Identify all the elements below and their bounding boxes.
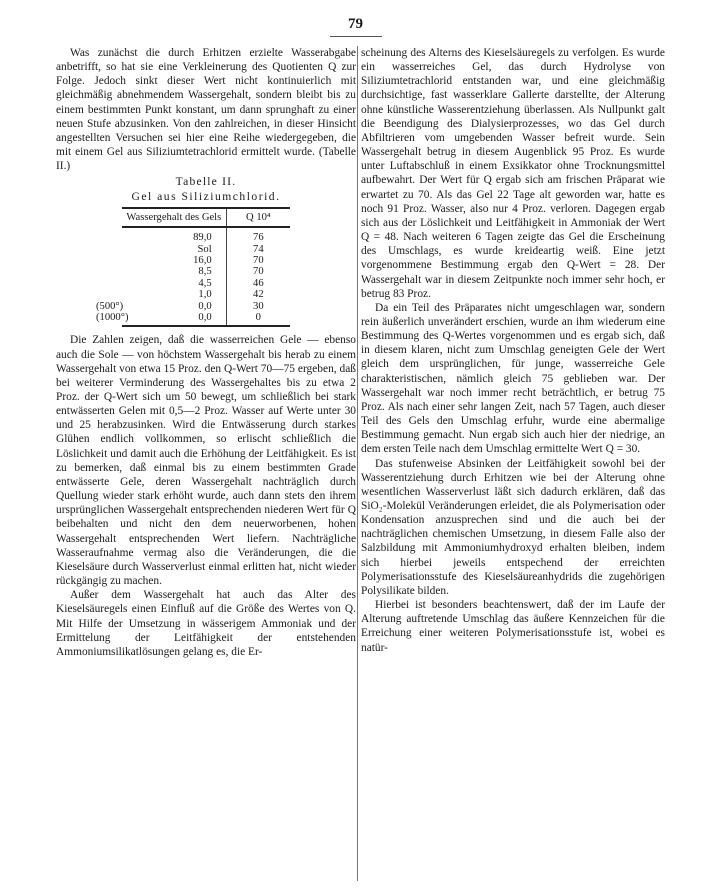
right-column <box>361 46 665 655</box>
page-number-rule <box>330 36 382 37</box>
table-cell-water-value: 8,5 <box>198 266 212 278</box>
table-cell-temperature-tag: (500°) <box>96 300 124 312</box>
table-header-q-value: Q 10⁴ <box>226 208 290 227</box>
right-paragraph-4: Hierbei ist besonders beachtenswert, daß der im Laufe der Alterung auftretende Umschlag das äußere Kennzeichen für die Erreichung einer weiteren Polymerisationsstufe ist, wobei es natür- <box>361 599 665 654</box>
table-cell-q-value: 0 <box>226 312 290 326</box>
table-cell-water-value: 89,0 <box>193 232 212 244</box>
right-paragraph-2: Da ein Teil des Präparates nicht umgeschlagen war, sondern rein äußerlich unverändert erschien, wurde an ihm wiederum eine Bestimmung des Q-Wertes vorgenommen und es ergab sich, daß in diesem klaren, nicht zum Umschlag geneigten Gele der Wert gleich dem ursprünglichen, für junge, wasserreiche Gele charakteristischen, nämlich gleich 75 geblieben war. Der Wassergehalt war noch immer recht beträchtlich, er betrug 75 Proz. Als nach einer sehr langen Zeit, nach 57 Tagen, auch dieser Teil des Gels den Umschlag erfuhr, wurde eine abermalige Bestimmung gemacht. Nun ergab sich auch hier der niedrige, an dem ersten Teile nach dem Umschlag ermittelte Wert Q = 30. <box>361 301 665 456</box>
right-paragraph-3: Das stufenweise Absinken der Leitfähigkeit sowohl bei der Wasserentziehung durch Erhitzen wie bei der Alterung ohne wesentlichen Wasserverlust läßt sich dadurch erklären, daß das SiO₂-Molekül Veränderungen erleidet, die als Polymerisation oder Kondensation anzusprechen sind und die auch bei der nachträglichen chemischen Umsetzung, in diesem Falle also der Salzbildung mit Ammoniumhydroxyd erhalten bleiben, indem sich hierbei jeweils entspechend der erreichten Polymerisationsstufe des Kieselsäureanhydrids die zugehörigen Polysilikate bilden. <box>361 457 665 597</box>
table-cell-water-value: 16,0 <box>193 254 212 266</box>
table-cell-water-content <box>122 227 226 243</box>
table-header-row <box>122 208 290 227</box>
right-paragraph-1: scheinung des Alterns des Kieselsäuregels zu verfolgen. Es wurde ein wasserreiches Gel, das durch Hydrolyse von Siliziumtetrachlorid entstanden war, und eine gleichmäßig durchsichtige, fast wasserklare Gallerte darstellte, der Alterung ohne künstliche Wasserentziehung überlassen. Als Nullpunkt galt die Beendigung des Dialysierprozesses, wo das Gel durch Abfiltrieren vom umgebenden Wasser befreit wurde. Sein Wassergehalt betrug in diesem Augenblick 95 Proz. Es wurde unter Luftabschluß in einem Exsikkator ohne Trocknungsmittel aufbewahrt. Der Wert für Q ergab sich am frischen Präparat wie erwartet zu 70. Als das Gel 22 Tage alt geworden war, hatte es noch 91 Proz. Wasser, also nur 4 Proz. verloren. Dagegen ergab sich aus der Löslichkeit und Leitfähigkeit in Ammoniak der Wert Q = 48. Nach weiteren 6 Tagen zeigte das Gel die Erscheinung des Umschlags, es wurde kreideartig weiß. Eine jetzt vorgenommene Bestimmung ergab den Q-Wert = 28. Der Wassergehalt war in diesem Zeitpunkte noch immer sehr hoch, er betrug 83 Proz. <box>361 47 665 300</box>
table-cell-water-value: 0,0 <box>198 311 212 323</box>
table-row <box>122 227 290 243</box>
table-row <box>122 244 290 255</box>
table-cell-water-value: 0,0 <box>198 300 212 312</box>
table-cell-water-content <box>122 244 226 255</box>
table-row <box>122 301 290 312</box>
table-cell-water-content <box>122 278 226 289</box>
table-row <box>122 289 290 300</box>
table-cell-q-value: 42 <box>253 289 264 301</box>
table-cell-q-value: 74 <box>253 243 264 255</box>
table-cell-q-value: 30 <box>253 300 264 312</box>
table-cell-water-content <box>96 311 226 326</box>
table-row <box>122 312 290 326</box>
table-cell-water-value: Sol <box>197 243 212 255</box>
table-cell-water-value: 4,5 <box>198 277 212 289</box>
table-row <box>122 266 290 277</box>
table-subcaption: Gel aus Siliziumchlorid. <box>131 189 281 203</box>
table-cell-water-content <box>96 300 226 312</box>
table-cell-water-content <box>122 289 226 300</box>
table-cell-q-value: 70 <box>253 266 264 278</box>
column-divider <box>357 46 358 881</box>
data-table <box>96 207 290 328</box>
table-row <box>122 278 290 289</box>
left-column <box>56 46 356 659</box>
left-paragraph-2: Die Zahlen zeigen, daß die wasserreichen Gele — ebenso auch die Sole — von höchstem Wassergehalt bis herab zu einem Wassergehalt von etwa 15 Proz. den Q-Wert 70—75 ergeben, daß bei weiterer Verminderung des Wassergehaltes bis zu etwa 2 Proz. der Q-Wert sich um 50 bewegt, um schließlich bei stark entwässerten Gelen mit 0,5—2 Proz. Wasser auf Werte unter 30 und 25 herabzusinken. Wird die Entwässerung durch starkes Glühen endlich vollkommen, so erlischt schließlich die Löslichkeit und damit auch die Erhöhung der Leitfähigkeit. Es ist zu bemerken, daß einmal bis zu einem bestimmten Grade entwässerte Gele, deren Wassergehalt nachträglich durch Quellung wieder stark erhöht wurde, auch dann stets den ihrem ursprünglichen Wassergehalt entsprechenden niederen Wert für Q beibehalten und nicht den dem neuerworbenen, hohen Wassergehalt entsprechenden Wert liefern. Nachträgliche Wasseraufnahme vermag also die Veränderungen, die die Kieselsäure durch Wasserverlust einmal erlitten hat, nicht wieder rückgängig zu machen. <box>56 334 356 588</box>
table-cell-water-content <box>122 255 226 266</box>
page-number: 79 <box>348 16 363 32</box>
table-cell-q-value: 76 <box>253 232 264 244</box>
table-cell-temperature-tag: (1000°) <box>96 311 129 323</box>
table-body <box>96 227 290 326</box>
table-header-water-content: Wassergehalt des Gels <box>122 208 226 227</box>
table-caption: Tabelle II. <box>175 175 237 189</box>
table-cell-water-content <box>122 266 226 277</box>
left-paragraph-3: Außer dem Wassergehalt hat auch das Alter des Kieselsäuregels einen Einfluß auf die Größe des Wertes von Q. Mit Hilfe der Umsetzung in wässerigem Ammoniak und der Ermittelung der Leitfähigkeit der entstehenden Ammoniumsilikatlösungen gelang es, die Er- <box>56 589 356 658</box>
table-cell-water-value: 1,0 <box>198 289 212 301</box>
table-cell-q-value: 70 <box>253 254 264 266</box>
left-paragraph-1: Was zunächst die durch Erhitzen erzielte Wasserabgabe anbetrifft, so hat sie eine Verkleinerung des Quotienten Q zur Folge. Jedoch sinkt dieser Wert nicht kontinuierlich mit gleichmäßig abnehmendem Wassergehalt, sondern bleibt bis zu einem bestimmten Punkt konstant, um dann sprunghaft zu einer neuen Stufe abzusinken. Von den zahlreichen, in dieser Hinsicht angestellten Versuchen sei hier eine Reihe wiedergegeben, die mit einem Gel aus Siliziumtetrachlorid ermittelt wurde. (Tabelle II.) <box>56 47 356 173</box>
table-cell-q-value: 46 <box>253 277 264 289</box>
table-row <box>122 255 290 266</box>
